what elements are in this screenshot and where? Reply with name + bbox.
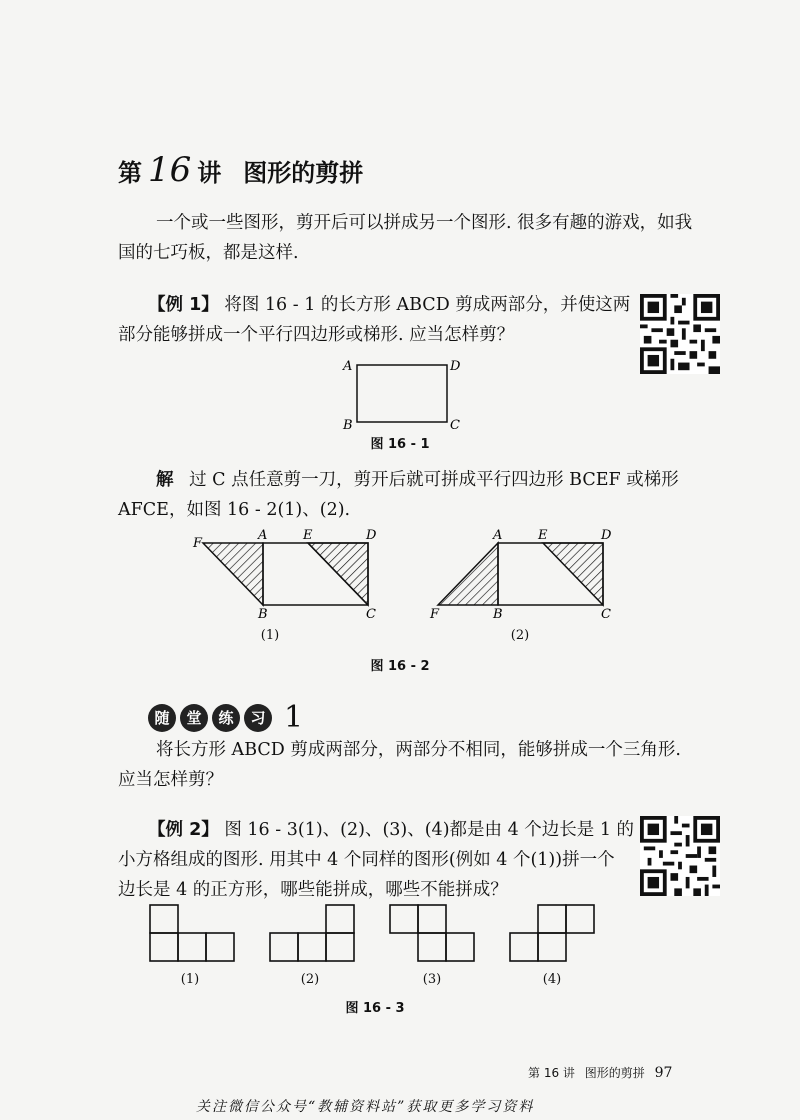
left-point-d: D — [366, 528, 377, 543]
example2-line-3: 边长是 4 的正方形，哪些能拼成，哪些不能拼成？ — [118, 880, 508, 900]
shape-3 — [390, 905, 474, 961]
figure-16-2-sub-2: (2) — [510, 628, 530, 643]
figure-16-1-caption: 图 16 - 1 — [370, 437, 430, 452]
practice-badge-2: 堂 — [180, 704, 208, 732]
example2-line-1 — [148, 815, 634, 845]
practice-line-2: 应当怎样剪？ — [118, 770, 223, 790]
solution-label: 解 — [156, 470, 174, 490]
figure-16-3-sub-1: (1) — [180, 972, 200, 987]
shape-2 — [270, 905, 354, 961]
figure-16-3-caption: 图 16 - 3 — [345, 1001, 405, 1016]
solution-line-2: AFCE，如图 16 - 2(1)、(2). — [118, 500, 351, 520]
point-b-label: B — [343, 418, 353, 432]
title-prefix: 第 — [118, 159, 142, 187]
right-point-b: B — [493, 607, 503, 622]
rectangle-abcd — [357, 365, 447, 422]
practice-heading — [148, 700, 303, 735]
example2-label: 【例 2】 — [148, 820, 219, 840]
figure-16-3 — [140, 900, 600, 970]
title-text: 图形的剪拼 — [243, 159, 364, 187]
right-point-c: C — [601, 607, 611, 622]
solution-line-1 — [156, 465, 679, 495]
right-point-a: A — [493, 528, 503, 543]
intro-line-2: 国的七巧板，都是这样. — [118, 243, 299, 263]
qr-code-icon — [640, 816, 720, 896]
example1-line-2: 部分能够拼成一个平行四边形或梯形. 应当怎样剪？ — [118, 325, 515, 345]
solution-text-1: 过 C 点任意剪一刀，剪开后就可拼成平行四边形 BCEF 或梯形 — [189, 470, 679, 490]
example1-line-1 — [148, 290, 630, 320]
shape-1 — [150, 905, 234, 961]
practice-badge-4: 习 — [244, 704, 272, 732]
figure-16-3-sub-3: (3) — [422, 972, 442, 987]
right-hatched-triangle-fab — [438, 543, 498, 605]
watermark-text: 关注微信公众号“教辅资料站”获取更多学习资料 — [196, 1099, 535, 1115]
page-title — [118, 150, 363, 190]
left-point-b: B — [258, 607, 268, 622]
example1-label: 【例 1】 — [148, 295, 219, 315]
figure-16-2 — [180, 525, 620, 625]
left-point-e: E — [303, 528, 313, 543]
right-hatched-triangle-edc — [543, 543, 603, 605]
example2-line-2: 小方格组成的图形. 用其中 4 个同样的图形(例如 4 个(1))拼一个 — [118, 850, 615, 870]
figure-16-3-sub-2: (2) — [300, 972, 320, 987]
figure-16-2-sub-1: (1) — [260, 628, 280, 643]
practice-badge-3: 练 — [212, 704, 240, 732]
page-footer — [528, 1064, 672, 1081]
figure-16-2-caption: 图 16 - 2 — [370, 659, 430, 674]
right-point-e: E — [538, 528, 548, 543]
title-suffix: 讲 — [197, 159, 222, 187]
practice-number: 1 — [284, 700, 304, 735]
page-number: 97 — [654, 1065, 673, 1081]
example1-text-1: 将图 16 - 1 的长方形 ABCD 剪成两部分，并使这两 — [224, 295, 631, 315]
example2-text-1: 图 16 - 3(1)、(2)、(3)、(4)都是由 4 个边长是 1 的 — [224, 820, 635, 840]
title-number: 16 — [148, 150, 192, 190]
footer-name: 图形的剪拼 — [584, 1066, 645, 1080]
practice-line-1: 将长方形 ABCD 剪成两部分，两部分不相同，能够拼成一个三角形. — [156, 740, 681, 760]
right-point-f: F — [430, 607, 440, 622]
right-point-d: D — [601, 528, 612, 543]
shape-4 — [510, 905, 594, 961]
point-c-label: C — [450, 418, 460, 432]
point-d-label: D — [450, 359, 461, 374]
qr-code-icon — [640, 294, 720, 374]
left-point-a: A — [258, 528, 268, 543]
left-point-f: F — [193, 536, 203, 551]
figure-16-1 — [330, 350, 470, 432]
figure-16-3-sub-4: (4) — [542, 972, 562, 987]
left-point-c: C — [366, 607, 376, 622]
left-hatched-triangle-afb — [203, 543, 263, 605]
point-a-label: A — [343, 359, 353, 374]
footer-chapter: 第 16 讲 — [528, 1066, 575, 1080]
intro-line-1: 一个或一些图形，剪开后可以拼成另一个图形. 很多有趣的游戏，如我 — [156, 213, 693, 233]
practice-badge-1: 随 — [148, 704, 176, 732]
